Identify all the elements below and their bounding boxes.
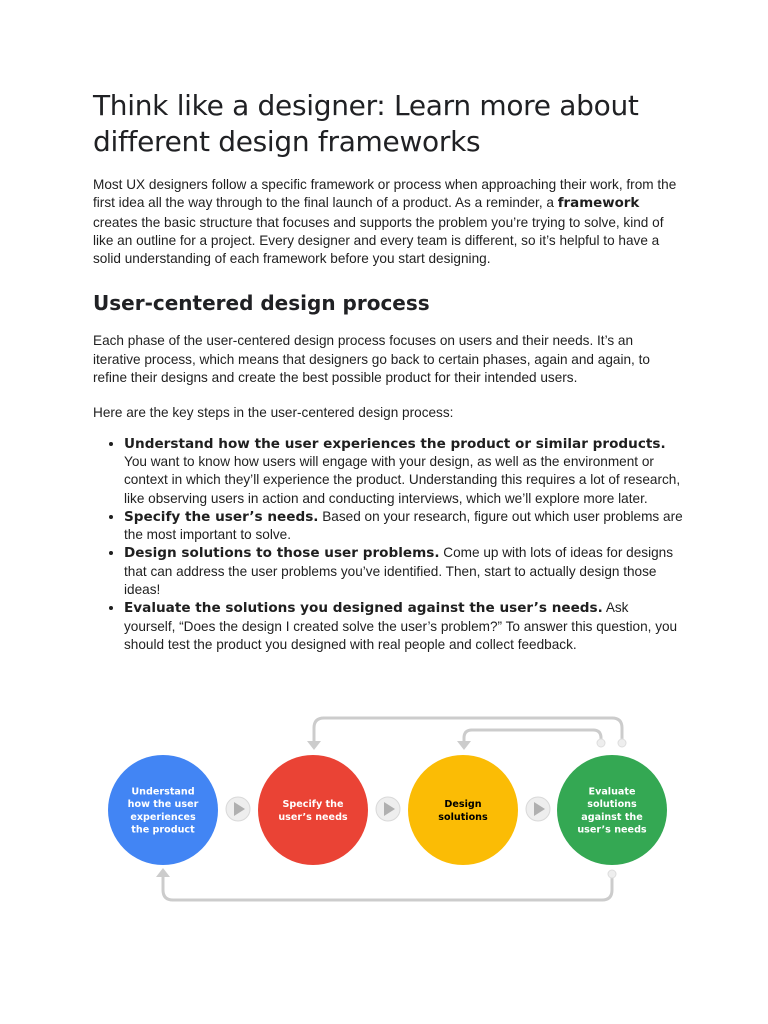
phase-label-line: Specify the (282, 799, 344, 811)
intro-paragraph (93, 176, 683, 268)
play-connector-1 (226, 797, 250, 821)
step-text: Ask yourself, “Does the design I created solve the user’s problem?” To answer this question, you should test the product you designed with real people and collect feedback. (124, 600, 678, 652)
phase-label-line: solutions (438, 811, 488, 823)
page-title: Think like a designer: Learn more about different design frameworks (93, 89, 639, 158)
ucd-process-diagram (0, 710, 768, 910)
arrowhead-understand (156, 868, 170, 877)
step-lead: Understand how the user experiences the product or similar products. (124, 435, 666, 452)
play-connector-2 (376, 797, 400, 821)
step-item-design (124, 544, 683, 599)
intro-text-before: Most UX designers follow a specific framework or process when approaching their work, from the first idea all the way through to the final launch of a product. As a reminder, a (93, 177, 677, 211)
phase-label-line: Understand (131, 786, 195, 798)
phase-specify (258, 755, 368, 865)
phase-label-specify (278, 799, 348, 823)
step-item-specify (124, 508, 683, 545)
phase-label-line: Evaluate (588, 786, 636, 798)
phase-evaluate (557, 755, 667, 865)
phase-label-line: user’s needs (577, 824, 647, 836)
phase-label-line: how the user (127, 799, 199, 811)
phase-label-understand (128, 786, 199, 835)
phase-label-line: against the (581, 811, 643, 823)
step-lead: Evaluate the solutions you designed against the user’s needs. (124, 600, 603, 617)
phase-label-line: solutions (587, 799, 637, 811)
intro-text-after: creates the basic structure that focuses and supports the problem you’re trying to solve, kind of like an outline for a project. Every designer and every team is different, so it’s helpful to have a solid understanding of each framework before you start designing. (93, 214, 664, 267)
intro-keyword: framework (557, 196, 640, 212)
step-item-evaluate (124, 599, 683, 654)
section-paragraph: Each phase of the user-centered design process focuses on users and their needs. It’s an iterative process, which means that designers go back to certain phases, again and again, to refine their designs and create the best possible product for their intended users. (93, 333, 650, 386)
arrowhead-specify (307, 741, 321, 750)
step-item-understand (124, 435, 683, 508)
phase-design (408, 755, 518, 865)
loop-arrow-to-understand (163, 876, 612, 900)
phase-label-line: experiences (130, 811, 196, 823)
steps-list (93, 435, 683, 655)
step-text: Based on your research, figure out which user problems are the most important to solve. (124, 508, 683, 543)
step-text: Come up with lots of ideas for designs that can address the user problems you’ve identified. Then, start to actually design those ideas! (124, 545, 674, 598)
section-heading: User-centered design process (93, 291, 430, 316)
phase-label-line: the product (131, 824, 195, 836)
document-page (93, 88, 683, 654)
loop-arrow-to-design (464, 730, 601, 742)
step-lead: Specify the user’s needs. (124, 508, 319, 525)
phase-understand (108, 755, 218, 865)
step-text: You want to know how users will engage with your design, as well as the environment or context in which they’ll experience the product. Understanding this requires a lot of research, like observing users in action and conducting interviews, which we’ll explore more later. (124, 453, 681, 506)
play-connector-3 (526, 797, 550, 821)
steps-intro: Here are the key steps in the user-centered design process: (93, 405, 454, 421)
arrowhead-design (457, 741, 471, 750)
phase-label-line: user’s needs (278, 811, 348, 823)
phase-label-line: Design (444, 799, 482, 811)
step-lead: Design solutions to those user problems. (124, 545, 440, 562)
phase-label-design (438, 799, 488, 823)
